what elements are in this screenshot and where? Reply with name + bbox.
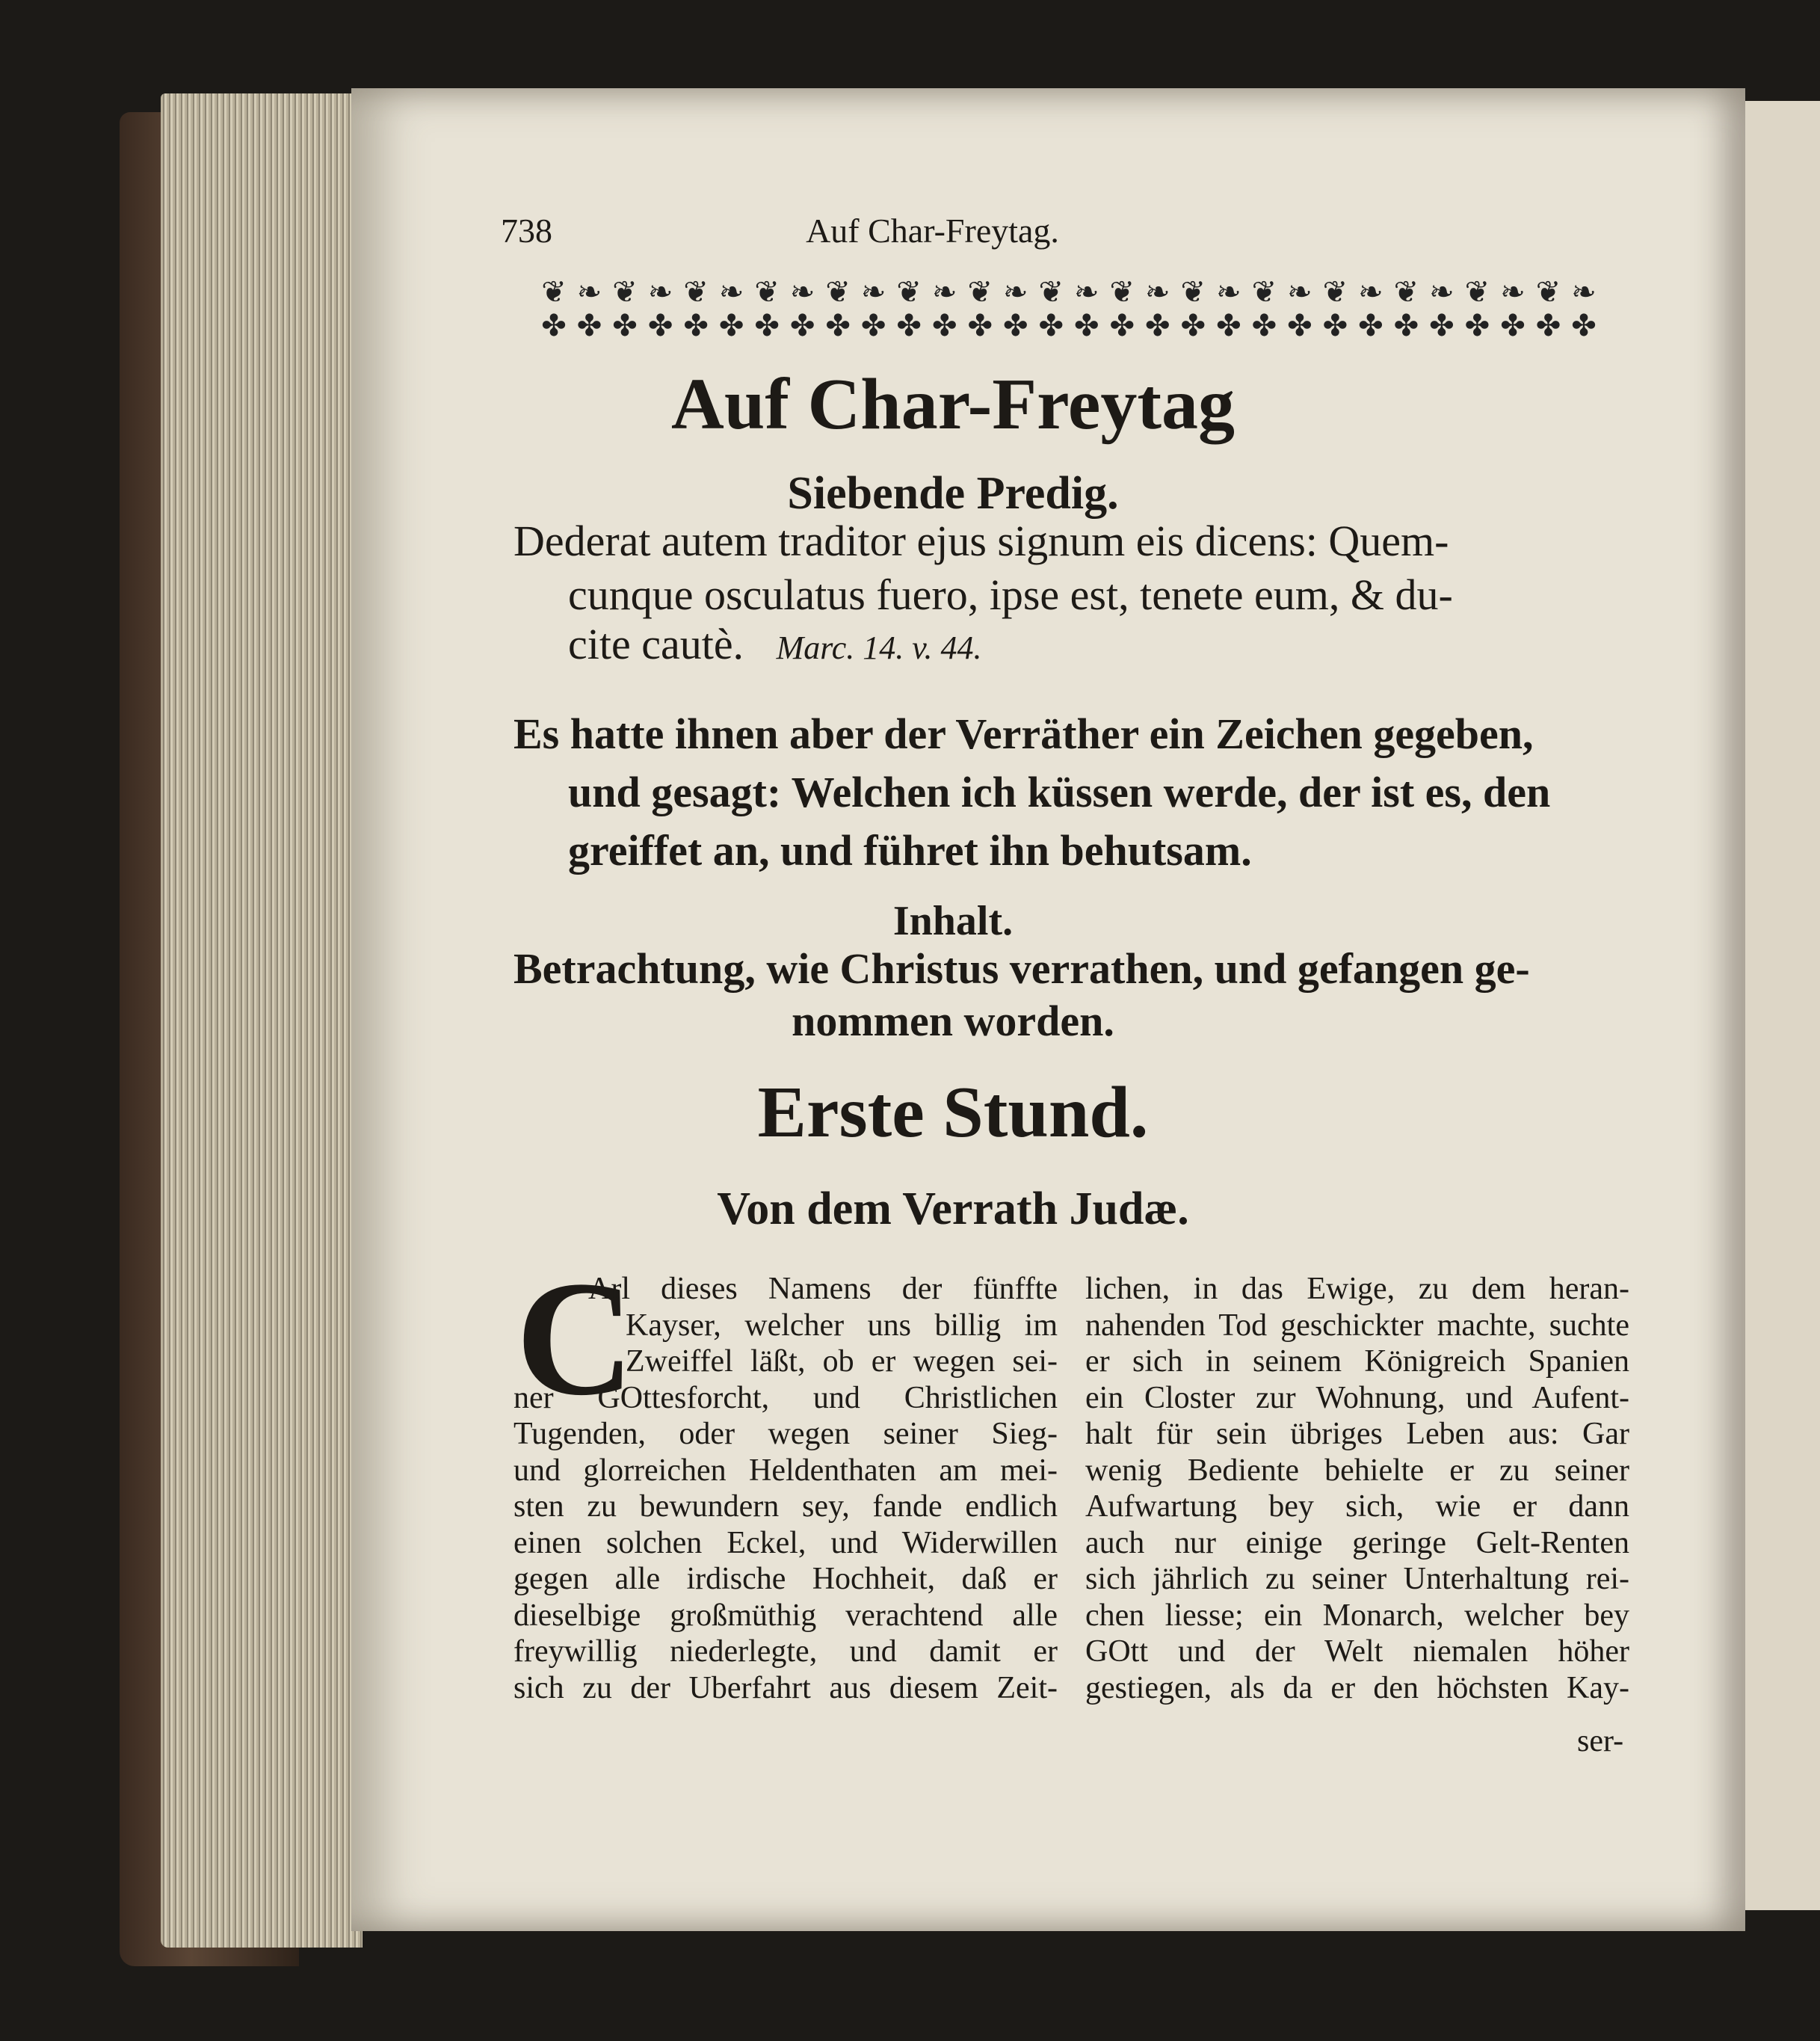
drop-cap: C (516, 1247, 635, 1429)
inhalt-line: nommen worden. (792, 997, 1114, 1045)
text-line: ner GOttesforcht, und Christlichen (513, 1380, 1058, 1415)
latin-line: Dederat autem traditor ejus signum eis dicens: Quem- (513, 517, 1449, 565)
text-line: Arl dieses Namens der fünffte (588, 1272, 1058, 1306)
text-line: auch nur einige geringe Gelt-Renten (1085, 1525, 1629, 1560)
text-line: Aufwartung bey sich, wie er dann (1085, 1489, 1629, 1524)
text-line: sich jährlich zu seiner Unterhaltung rei- (1085, 1562, 1629, 1596)
text-line: dieselbige großmüthig verachtend alle (513, 1598, 1058, 1633)
latin-line: cunque osculatus fuero, ipse est, tenete eum, & du- (568, 570, 1453, 619)
text-line: er sich in seinem Königreich Spanien (1085, 1344, 1629, 1379)
ornament-row: ✤ ✤ ✤ ✤ ✤ ✤ ✤ ✤ ✤ ✤ ✤ ✤ ✤ ✤ ✤ ✤ ✤ ✤ ✤ ✤ ✤ ✤ ✤ ✤ ✤ ✤ ✤ ✤ ✤ ✤ (541, 309, 1598, 342)
text-line: lichen, in das Ewige, zu dem heran- (1085, 1272, 1629, 1306)
text-line: wenig Bediente behielte er zu seiner (1085, 1453, 1629, 1488)
running-head: Auf Char-Freytag. (806, 212, 1059, 250)
german-line: und gesagt: Welchen ich küssen werde, der ist es, den (568, 768, 1551, 816)
text-line: sten zu bewundern sey, fande endlich (513, 1489, 1058, 1524)
latin-text: cite cautè. (568, 620, 744, 668)
german-line: Es hatte ihnen aber der Verräther ein Zeichen gegeben, (513, 709, 1534, 758)
text-line: chen liesse; ein Monarch, welcher bey (1085, 1598, 1629, 1633)
text-line: ein Closter zur Wohnung, und Aufent- (1085, 1380, 1629, 1415)
text-line: GOtt und der Welt niemalen höher (1085, 1634, 1629, 1669)
text-line: einen solchen Eckel, und Widerwillen (513, 1525, 1058, 1560)
text-line: nahenden Tod geschickter machte, suchte (1085, 1308, 1629, 1343)
section-title: Erste Stund. (757, 1072, 1149, 1153)
scripture-reference: Marc. 14. v. 44. (776, 629, 982, 666)
sermon-subtitle: Siebende Predig. (787, 468, 1119, 519)
page-number: 738 (501, 212, 552, 250)
inhalt-line: Betrachtung, wie Christus verrathen, und gefangen ge- (513, 944, 1530, 993)
sermon-title: Auf Char-Freytag (671, 364, 1235, 445)
text-line: Zweiffel läßt, ob er wegen sei- (626, 1344, 1058, 1379)
left-column (513, 1271, 1058, 1706)
text-line: Kayser, welcher uns billig im (626, 1308, 1058, 1343)
text-line: gestiegen, als da er den höchsten Kay- (1085, 1670, 1629, 1705)
ornament-band (513, 275, 1626, 342)
text-line: halt für sein übriges Leben aus: Gar (1085, 1417, 1629, 1451)
latin-line (568, 619, 982, 669)
inhalt-heading: Inhalt. (892, 898, 1014, 944)
text-line: freywillig niederlegte, und damit er (513, 1634, 1058, 1669)
ornament-row: ❦ ❧ ❦ ❧ ❦ ❧ ❦ ❧ ❦ ❧ ❦ ❧ ❦ ❧ ❦ ❧ ❦ ❧ ❦ ❧ ❦ ❧ ❦ ❧ ❦ ❧ ❦ ❧ ❦ ❧ (541, 275, 1598, 309)
section-subtitle: Von dem Verrath Judæ. (717, 1183, 1189, 1234)
text-line: Tugenden, oder wegen seiner Sieg- (513, 1417, 1058, 1451)
text-line: und glorreichen Heldenthaten am mei- (513, 1453, 1058, 1488)
right-column (1085, 1271, 1629, 1706)
text-line: sich zu der Uberfahrt aus diesem Zeit- (513, 1670, 1058, 1705)
german-line: greiffet an, und führet ihn behutsam. (568, 826, 1252, 875)
catchword: ser- (1577, 1724, 1624, 1758)
text-line: gegen alle irdische Hochheit, daß er (513, 1562, 1058, 1596)
